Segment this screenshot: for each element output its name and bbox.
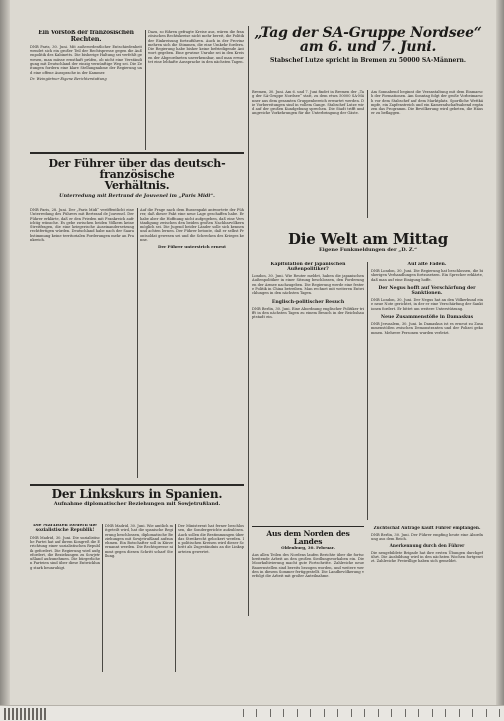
norden-article	[252, 530, 364, 630]
column-divider	[175, 524, 176, 672]
sa-body-left	[252, 90, 364, 218]
article-body: DNB London, 30. Juni. Der Negus hat an den Völkerbund eine neue Note gerichtet, in der er eine Verschärfung der Sanktionen fordert. Er bittet um weitere Unterstützung.	[371, 298, 483, 311]
welt-section-head: Englisch-politischer Besuch	[271, 299, 345, 305]
note-head: Zuchtschaf Anträge kauft Führer empfangen.	[373, 526, 481, 530]
welt-col-left	[252, 262, 364, 522]
section-rule	[30, 484, 244, 486]
article-french-right	[30, 30, 142, 152]
article-body: DNB London, 30. Juni. Die Regierung hat beschlossen, die bisherigen Verhandlungen fortzusetzen. Ein Sprecher erklärte, daß man auf eine Einigung hoffe.	[371, 269, 483, 282]
welt-section-head: Auf alte Faden.	[407, 262, 447, 267]
article-body: DNB Paris, 30. Juni. Mit außerordentlicher Entschiedenheit wendet sich ein großer Teil der Rechtspresse gegen die Außenpolitik des Kabinetts. Die bisherige Haltung sei verfehlt gewesen, man müsse ernsthaft prüfen, ob nicht eine Verständigung mit Deutschland der einzig vernünftige Weg sei. Die Zeitungen fordern eine klare Stellungnahme der Regierung und eine offene Aussprache in der Kammer.	[30, 44, 142, 75]
main-column-divider	[248, 26, 249, 616]
welt-headline-block	[252, 232, 484, 260]
spain-subtitle: Aufnahme diplomatischer Beziehungen mit Sowjetrußland.	[53, 501, 221, 508]
column-divider	[367, 90, 368, 218]
article-continuation	[148, 30, 244, 152]
article-body: Aus allen Teilen des Nordens laufen Berichte über die fortschreitende Arbeit an den großen Siedlungsvorhaben ein. Die Moorkultivierung macht gute Fortschritte. Zahlreiche neue Bauernstellen sind bereits bezogen worden, und weitere werden in diesem Sommer fertiggestellt. Die Landbevölkerung verfolgt die Arbeit mit großer Anteilnahme.	[252, 552, 364, 579]
article-body: Bremen, 30. Juni. Am 6. und 7. Juni findet in Bremen der „Tag der SA-Gruppe Nordsee“ statt, zu dem etwa 50000 SA-Männer aus dem gesamten Gruppenbereich erwartet werden. Die Vorbereitungen sind in vollem Gange. Stabschef Lutze wird auf der großen Kundgebung sprechen. Die Stadt trifft umfangreiche Vorkehrungen für die Unterbringung der Gäste.	[252, 90, 364, 116]
fuehrer-title-line2: Verhältnis.	[104, 179, 170, 193]
article-body: DNB Madrid, 30. Juni. Die sozialistische Partei hat auf ihrem Kongreß die Errichtung einer sozialistischen Republik gefordert. Die Regierung wird aufgefordert, die Beziehungen zu Sowjetrußland aufzunehmen. Die bürgerlichen Parteien sind über diese Entwicklung stark beunruhigt.	[30, 535, 100, 570]
spain-col-2	[105, 524, 173, 674]
sa-subtitle: Stabschef Lutze spricht in Bremen zu 50000 SA-Männern.	[269, 56, 466, 64]
fuehrer-subtitle: Unterredung mit Bertrand de Jouvenel im „Paris Midi“.	[59, 192, 215, 199]
page-left-binding	[0, 0, 10, 705]
scan-footer-strip	[0, 705, 504, 721]
column-divider	[137, 208, 138, 478]
welt-subtitle: Eigene Funkmeldungen der „D. Z.“	[318, 247, 418, 254]
column-divider	[367, 262, 368, 520]
sa-title-line1: „Tag der SA-Gruppe Nordsee“	[254, 26, 482, 41]
article-body: DNB Berlin, 30. Juni. Eine Abordnung englischer Politiker trifft in den nächsten Tagen zu einem Besuch in der Reichshauptstadt ein.	[252, 306, 364, 320]
sa-title-line2: am 6. und 7. Juni.	[299, 39, 437, 56]
article-credit: Dr. Weingärtner Eigene Berichterstattung	[30, 76, 107, 81]
welt-title: Die Welt am Mittag	[287, 232, 449, 248]
article-body: DNB Madrid, 30. Juni. Wie amtlich mitgeteilt wird, hat die spanische Regierung beschlossen, diplomatische Beziehungen mit Sowjetrußland aufzunehmen. Ein Botschafter soll in Kürze ernannt werden. Die Rechtspresse nimmt gegen diesen Schritt scharf Stellung.	[105, 524, 173, 559]
scan-scale-bar	[230, 709, 500, 717]
spain-section-head: Die Marxisten fordern die sozialistische Republik!	[33, 524, 97, 533]
note-head: Anerkennung durch den Führer	[389, 543, 465, 549]
page-right-edge	[496, 0, 504, 705]
article-body: London, 30. Juni. Wie Reuter meldet, haben die japanischen Außenpolitiker in einer Sitzung beschlossen, den Forderungen der Armee nachzugeben. Die Regierung werde eine festere Politik in China betreiben. Man rechnet mit weiteren Entwicklungen in den nächsten Tagen.	[252, 274, 364, 296]
spain-col-3	[178, 524, 244, 674]
welt-col-right	[371, 262, 483, 522]
welt-section-head: Kapitulation der japanischen Außenpolitiker?	[270, 262, 346, 273]
section-rule	[30, 152, 244, 154]
fuehrer-note: Der Führer unterstrich erneut	[158, 244, 226, 250]
fuehrer-title-line1: Der Führer über das deutsch-französische	[48, 158, 226, 182]
article-body: Auf die Frage nach dem Russenpakt antwortete der Führer, daß dieser Pakt eine neue Lage geschaffen habe. Er habe aber die Hoffnung nicht aufgegeben, daß eine Verständigung zwischen den beiden großen Nachbarvölkern möglich sei. Die Jugend beider Länder solle sich kennen und achten lernen. Der Führer betonte, daß er selbst Frontsoldat gewesen sei und die Schrecken des Krieges kenne.	[140, 208, 244, 243]
article-body: Am Sonnabend beginnt die Veranstaltung mit dem Einmarsch der Formationen. Am Sonntag folgt der große Vorbeimarsch vor dem Stabschef auf dem Marktplatz. Sportliche Wettkämpfe, ein Zapfenstreich und ein Kameradschaftsabend ergänzen das Programm. Die Bevölkerung wird gebeten, die Häuser zu beflaggen.	[371, 90, 483, 116]
note-body: Die neugebildete Brigade hat ihre ersten Übungen durchgeführt. Die Ausbildung wird in den nächsten Wochen fortgesetzt. Zahlreiche Freiwillige haben sich gemeldet.	[371, 550, 483, 564]
fuehrer-body-middle	[140, 208, 244, 480]
article-body: DNB Jerusalem, 30. Juni. In Damaskus ist es erneut zu Zusammenstößen zwischen Demonstranten und der Polizei gekommen. Mehrere Personen wurden verletzt.	[371, 321, 483, 335]
welt-section-head: Neue Zusammenstöße in Damaskus	[380, 314, 474, 320]
article-sa-headline-block	[252, 26, 484, 88]
article-body: Der Ministerrat hat ferner beschlossen, die Sondergerichte aufzulösen. Auch sollen die Bestimmungen über das Streikrecht gelockert werden. In politischen Kreisen wird dieser Schritt als Zugeständnis an die Linksparteien gewertet.	[178, 524, 244, 554]
section-rule	[252, 526, 364, 527]
spain-headline-block	[30, 488, 244, 522]
fuehrer-headline-block	[30, 158, 244, 206]
norden-dateline: Oldenburg, 30. Februar.	[281, 545, 335, 551]
article-body: Dazu, so führen gefragte Kreise aus, wären die französischen Rechtskreise nicht mehr bereit, die Politik der Einkreisung fortzuführen. Auch in der Provinz mehren sich die Stimmen, die eine Umkehr fordern. Die Regierung habe bisher keine befriedigende Antwort gegeben. Eine gewisse Unruhe sei in den Kreisen der Abgeordneten unverkennbar, und man erwartet eine lebhafte Aussprache in den nächsten Tagen.	[148, 30, 244, 65]
note-body: DNB Berlin, 30. Juni. Der Führer empfing heute eine Abordnung aus dem Reich.	[371, 532, 483, 541]
welt-section-head: Der Negus hofft auf Verschärfung der Sanktionen.	[378, 285, 476, 296]
column-divider	[102, 524, 103, 672]
spain-col-1	[30, 524, 100, 674]
footer-notes	[371, 526, 483, 630]
column-divider	[145, 30, 146, 150]
fuehrer-body-left	[30, 208, 134, 480]
article-body: DNB Paris, 28. Juni. Der „Paris Midi“ veröffentlicht eine Unterredung des Führers mit Bertrand de Jouvenel. Der Führer erklärte, daß er den Frieden mit Frankreich aufrichtig wünsche. Es gebe zwischen beiden Völkern keine Streitfragen, die eine kriegerische Auseinandersetzung rechtfertigen würden. Deutschland habe nach der Saarabstimmung keine territorialen Forderungen mehr an Frankreich.	[30, 208, 134, 243]
norden-title: Aus dem Norden des Landes	[266, 530, 350, 546]
article-headline: Ein Vorstoß der französischen	[38, 30, 134, 36]
spain-title: Der Linkskurs in Spanien.	[51, 488, 223, 501]
sa-body-right	[371, 90, 483, 218]
article-headline-line2: Rechten.	[70, 35, 102, 44]
library-logo-icon	[4, 708, 46, 720]
